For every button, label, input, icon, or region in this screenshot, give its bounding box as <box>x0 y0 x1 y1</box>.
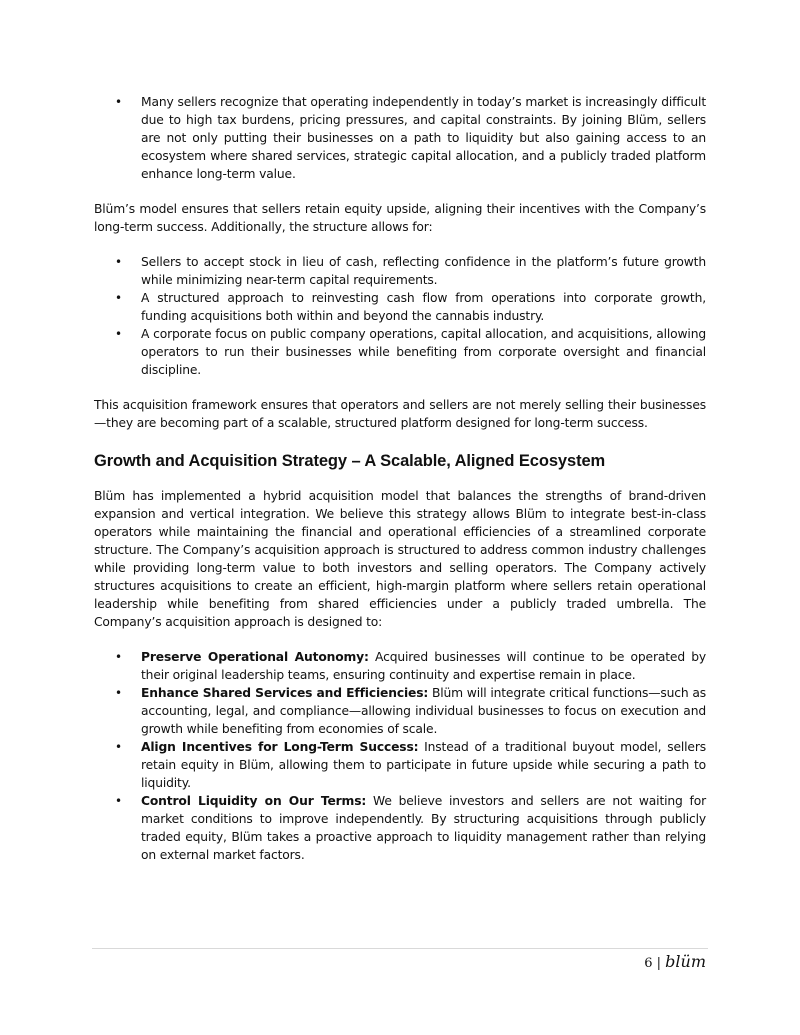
bullet-icon: • <box>115 327 122 341</box>
list-item <box>94 738 706 792</box>
bullet-icon: • <box>115 686 122 700</box>
bullet-icon: • <box>115 291 122 305</box>
list-item <box>94 792 706 864</box>
strategy-bullet-list <box>94 648 706 864</box>
section-heading: Growth and Acquisition Strategy – A Scalable, Aligned Ecosystem <box>94 452 606 470</box>
bullet-text: Instead of a traditional buyout model, sellers retain equity in Blüm, allowing them to participate in future upside while securing a path to liquidity. <box>141 740 706 790</box>
page-footer <box>644 952 706 971</box>
page-number: 6 <box>644 956 653 971</box>
intro-bullet-list <box>94 93 706 183</box>
bullet-text: We believe investors and sellers are not waiting for market conditions to improve independently. By structuring acquisitions through publicly traded equity, Blüm takes a proactive approach to liquidity management rather than relying on external market factors. <box>141 794 707 862</box>
bullet-text: Blüm will integrate critical functions—such as accounting, legal, and compliance—allowing individual businesses to focus on execution and growth while benefiting from economies of scale. <box>141 686 706 736</box>
bullet-title: Align Incentives for Long-Term Success: <box>141 740 419 754</box>
bullet-title: Enhance Shared Services and Efficiencies: <box>141 686 429 700</box>
bullet-text: Sellers to accept stock in lieu of cash, reflecting confidence in the platform’s future growth while minimizing near-term capital requirements. <box>141 255 706 287</box>
list-item <box>94 289 706 325</box>
footer-separator: | <box>656 956 662 971</box>
bullet-text: A corporate focus on public company operations, capital allocation, and acquisitions, allowing operators to run their businesses while benefiting from corporate oversight and financial discipline. <box>141 327 706 377</box>
bullet-title: Control Liquidity on Our Terms: <box>141 794 367 808</box>
framework-paragraph: This acquisition framework ensures that operators and sellers are not merely selling their businesses—they are becoming part of a scalable, structured platform designed for long-term success. <box>94 398 706 430</box>
list-item <box>94 684 706 738</box>
list-item <box>94 325 706 379</box>
bullet-text: A structured approach to reinvesting cash flow from operations into corporate growth, funding acquisitions both within and beyond the cannabis industry. <box>141 291 706 323</box>
bullet-icon: • <box>115 740 122 754</box>
bullet-icon: • <box>115 650 122 664</box>
bullet-icon: • <box>115 794 122 808</box>
bullet-text: Many sellers recognize that operating independently in today’s market is increasingly difficult due to high tax burdens, pricing pressures, and capital constraints. By joining Blüm, sellers are not only putting their businesses on a path to liquidity but also gaining access to an ecosystem where shared services, strategic capital allocation, and a publicly traded platform enhance long-term value. <box>141 95 706 181</box>
hybrid-paragraph: Blüm has implemented a hybrid acquisition model that balances the strengths of brand-driven expansion and vertical integration. We believe this strategy allows Blüm to integrate best-in-class operators while maintaining the financial and operational efficiencies of a streamlined corporate structure. The Company’s acquisition approach is structured to address common industry challenges while providing long-term value to both investors and selling operators. The Company actively structures acquisitions to create an efficient, high-margin platform where sellers retain operational leadership while benefiting from shared efficiencies under a publicly traded umbrella. The Company’s acquisition approach is designed to: <box>94 489 706 629</box>
footer-divider <box>92 948 708 949</box>
brand-logo-text: blüm <box>665 952 706 971</box>
structure-bullet-list <box>94 253 706 379</box>
model-paragraph: Blüm’s model ensures that sellers retain equity upside, aligning their incentives with the Company’s long-term success. Additionally, the structure allows for: <box>94 202 706 234</box>
list-item <box>94 93 706 183</box>
bullet-text: Acquired businesses will continue to be operated by their original leadership teams, ensuring continuity and expertise remain in place. <box>141 650 707 682</box>
list-item <box>94 253 706 289</box>
bullet-icon: • <box>115 255 122 269</box>
bullet-icon: • <box>115 95 122 109</box>
list-item <box>94 648 706 684</box>
bullet-title: Preserve Operational Autonomy: <box>141 650 369 664</box>
document-page <box>94 93 706 864</box>
